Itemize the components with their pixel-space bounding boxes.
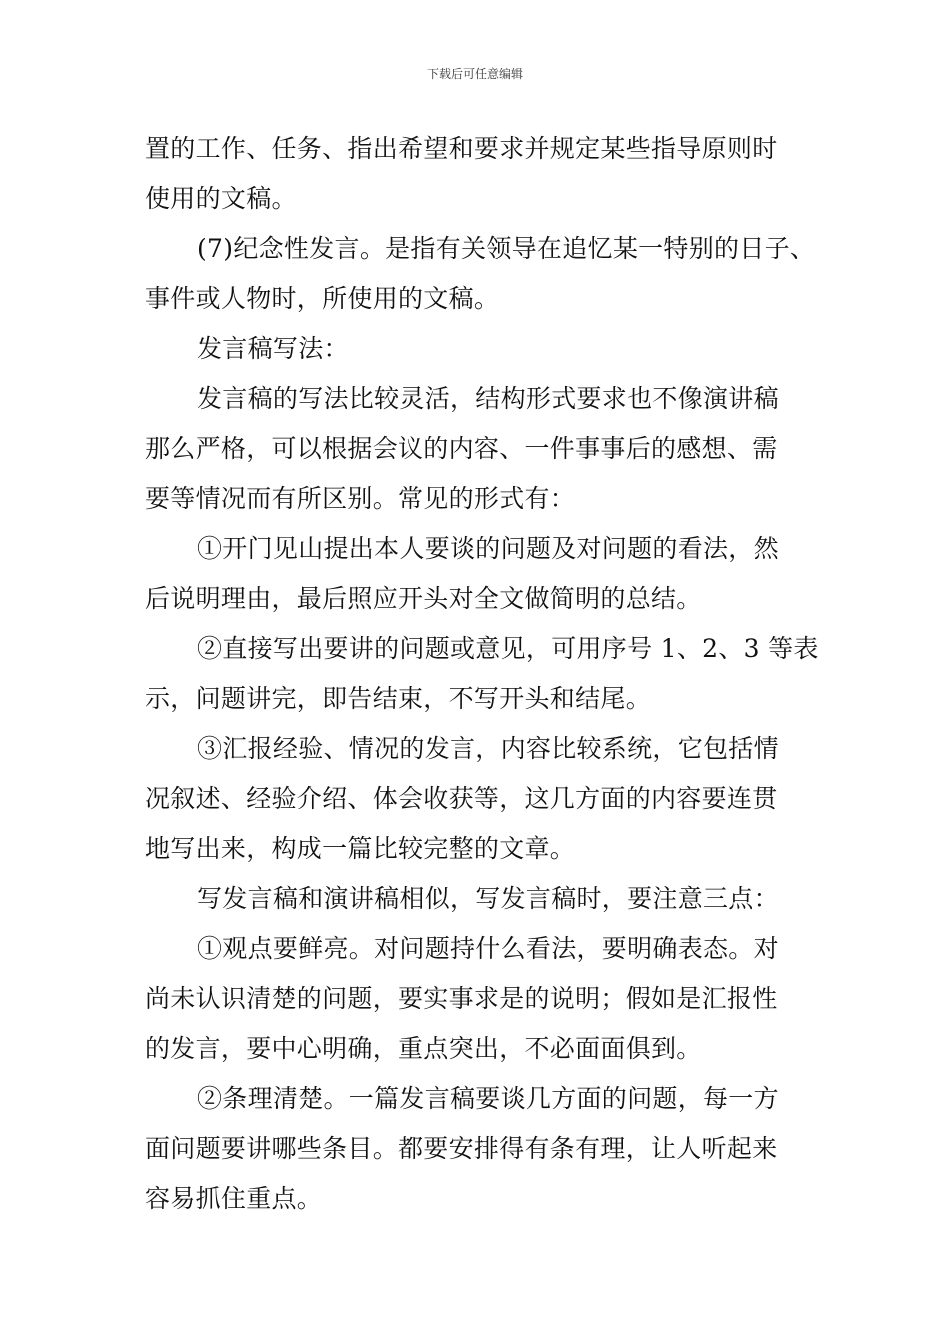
text-line: 地写出来，构成一篇比较完整的文章。: [145, 834, 576, 863]
text-line: (7)纪念性发言。是指有关领导在追忆某一特别的日子、: [197, 234, 816, 263]
paragraph-4: [145, 374, 835, 524]
paragraph-5: [145, 524, 835, 624]
paragraph-8: [145, 874, 835, 924]
text-line: 使用的文稿。: [145, 184, 297, 213]
text-line: 写发言稿和演讲稿相似，写发言稿时，要注意三点：: [197, 884, 779, 913]
text-line: 置的工作、任务、指出希望和要求并规定某些指导原则时: [145, 134, 778, 163]
text-line: 容易抓住重点。: [145, 1184, 323, 1213]
text-line: 要等情况而有所区别。常见的形式有：: [145, 484, 576, 513]
paragraph-9: [145, 924, 835, 1074]
text-line: ②条理清楚。一篇发言稿要谈几方面的问题，每一方: [197, 1084, 779, 1113]
text-line: 那么严格，可以根据会议的内容、一件事事后的感想、需: [145, 434, 778, 463]
text-line: ①观点要鲜亮。对问题持什么看法，要明确表态。对: [197, 934, 779, 963]
text-line: 后说明理由，最后照应开头对全文做简明的总结。: [145, 584, 702, 613]
text-line: 况叙述、经验介绍、体会收获等，这几方面的内容要连贯: [145, 784, 778, 813]
paragraph-1: [145, 124, 835, 224]
text-line: 的发言，要中心明确，重点突出，不必面面俱到。: [145, 1034, 702, 1063]
paragraph-7: [145, 724, 835, 874]
paragraph-2: [145, 224, 835, 324]
text-line: ②直接写出要讲的问题或意见，可用序号 1、2、3 等表: [197, 634, 819, 663]
section-heading: [145, 324, 835, 374]
text-line: 发言稿写法：: [197, 334, 349, 363]
text-line: 发言稿的写法比较灵活，结构形式要求也不像演讲稿: [197, 384, 779, 413]
text-line: 事件或人物时，所使用的文稿。: [145, 284, 500, 313]
text-line: ③汇报经验、情况的发言，内容比较系统，它包括情: [197, 734, 779, 763]
document-body: [145, 124, 835, 1224]
text-line: 面问题要讲哪些条目。都要安排得有条有理，让人听起来: [145, 1134, 778, 1163]
page-header: 下载后可任意编辑: [426, 67, 523, 81]
text-line: ①开门见山提出本人要谈的问题及对问题的看法，然: [197, 534, 779, 563]
paragraph-6: [145, 624, 835, 724]
paragraph-10: [145, 1074, 835, 1224]
text-line: 尚未认识清楚的问题，要实事求是的说明；假如是汇报性: [145, 984, 778, 1013]
text-line: 示，问题讲完，即告结束，不写开头和结尾。: [145, 684, 652, 713]
